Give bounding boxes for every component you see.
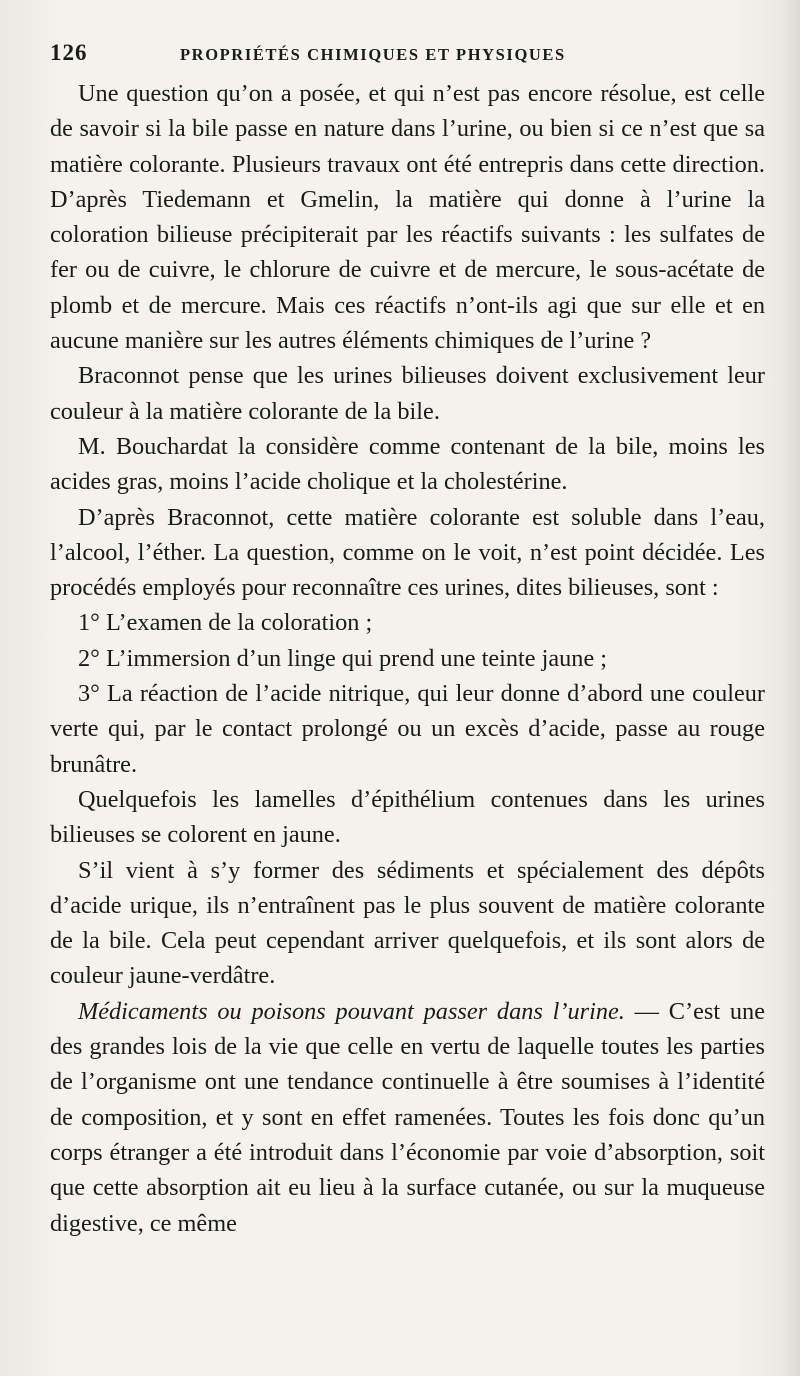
running-title: PROPRIÉTÉS CHIMIQUES ET PHYSIQUES xyxy=(180,45,566,64)
list-item: 2° L’immersion d’un linge qui prend une teinte jaune ; xyxy=(78,644,608,672)
paragraph: S’il vient à s’y former des sédiments et spécialement des dépôts d’acide urique, ils n’entraînent pas le plus souvent de matière colorante de la bile. Cela peut cependant arriver quelquefois, et ils sont alors de couleur jaune-verdâtre. xyxy=(50,856,765,990)
paragraph: D’après Braconnot, cette matière colorante est soluble dans l’eau, l’alcool, l’éther. La question, comme on le voit, n’est point décidée. Les procédés employés pour reconnaître ces urines, dites bilieuses, sont : xyxy=(50,503,765,602)
body-text xyxy=(50,76,765,1241)
page-number: 126 xyxy=(50,40,88,65)
paragraph: M. Bouchardat la considère comme contenant de la bile, moins les acides gras, moins l’acide cholique et la cholestérine. xyxy=(50,432,765,496)
paragraph: Braconnot pense que les urines bilieuses doivent exclusivement leur couleur à la matière colorante de la bile. xyxy=(50,362,765,425)
page-header xyxy=(50,40,760,76)
section-paragraph xyxy=(50,994,765,1241)
list-item: 1° L’examen de la coloration ; xyxy=(78,609,373,637)
section-heading-inline: Médicaments ou poisons pouvant passer dans l’urine. xyxy=(78,997,625,1025)
paragraph: Quelquefois les lamelles d’épithélium contenues dans les urines bilieuses se colorent en jaune. xyxy=(50,785,765,849)
page-edge-shadow xyxy=(778,0,800,1376)
paragraph: Une question qu’on a posée, et qui n’est pas encore résolue, est celle de savoir si la bile passe en nature dans l’urine, ou bien si ce n’est que sa matière colorante. Plusieurs travaux ont été entrepris dans cette direction. D’après Tiedemann et Gmelin, la matière qui donne à l’urine la coloration bilieuse précipiterait par les réactifs suivants : les sulfates de fer ou de cuivre, le chlorure de cuivre et de mercure, le sous-acétate de plomb et de mercure. Mais ces réactifs n’ont-ils agi que sur elle et en aucune manière sur les autres éléments chimiques de l’urine ? xyxy=(50,80,765,355)
list-item: 3° La réaction de l’acide nitrique, qui leur donne d’abord une couleur verte qui, par le contact prolongé ou un excès d’acide, passe au rouge brunâtre. xyxy=(50,680,765,778)
section-text: — C’est une des grandes lois de la vie que celle en vertu de laquelle toutes les parties de l’organisme ont une tendance continuelle à être soumises à l’identité de composition, et y sont en effet ramenées. Toutes les fois donc qu’un corps étranger a été introduit dans l’économie par voie d’absorption, soit que cette absorption ait eu lieu à la surface cutanée, ou sur la muqueuse digestive, ce même xyxy=(50,997,765,1237)
